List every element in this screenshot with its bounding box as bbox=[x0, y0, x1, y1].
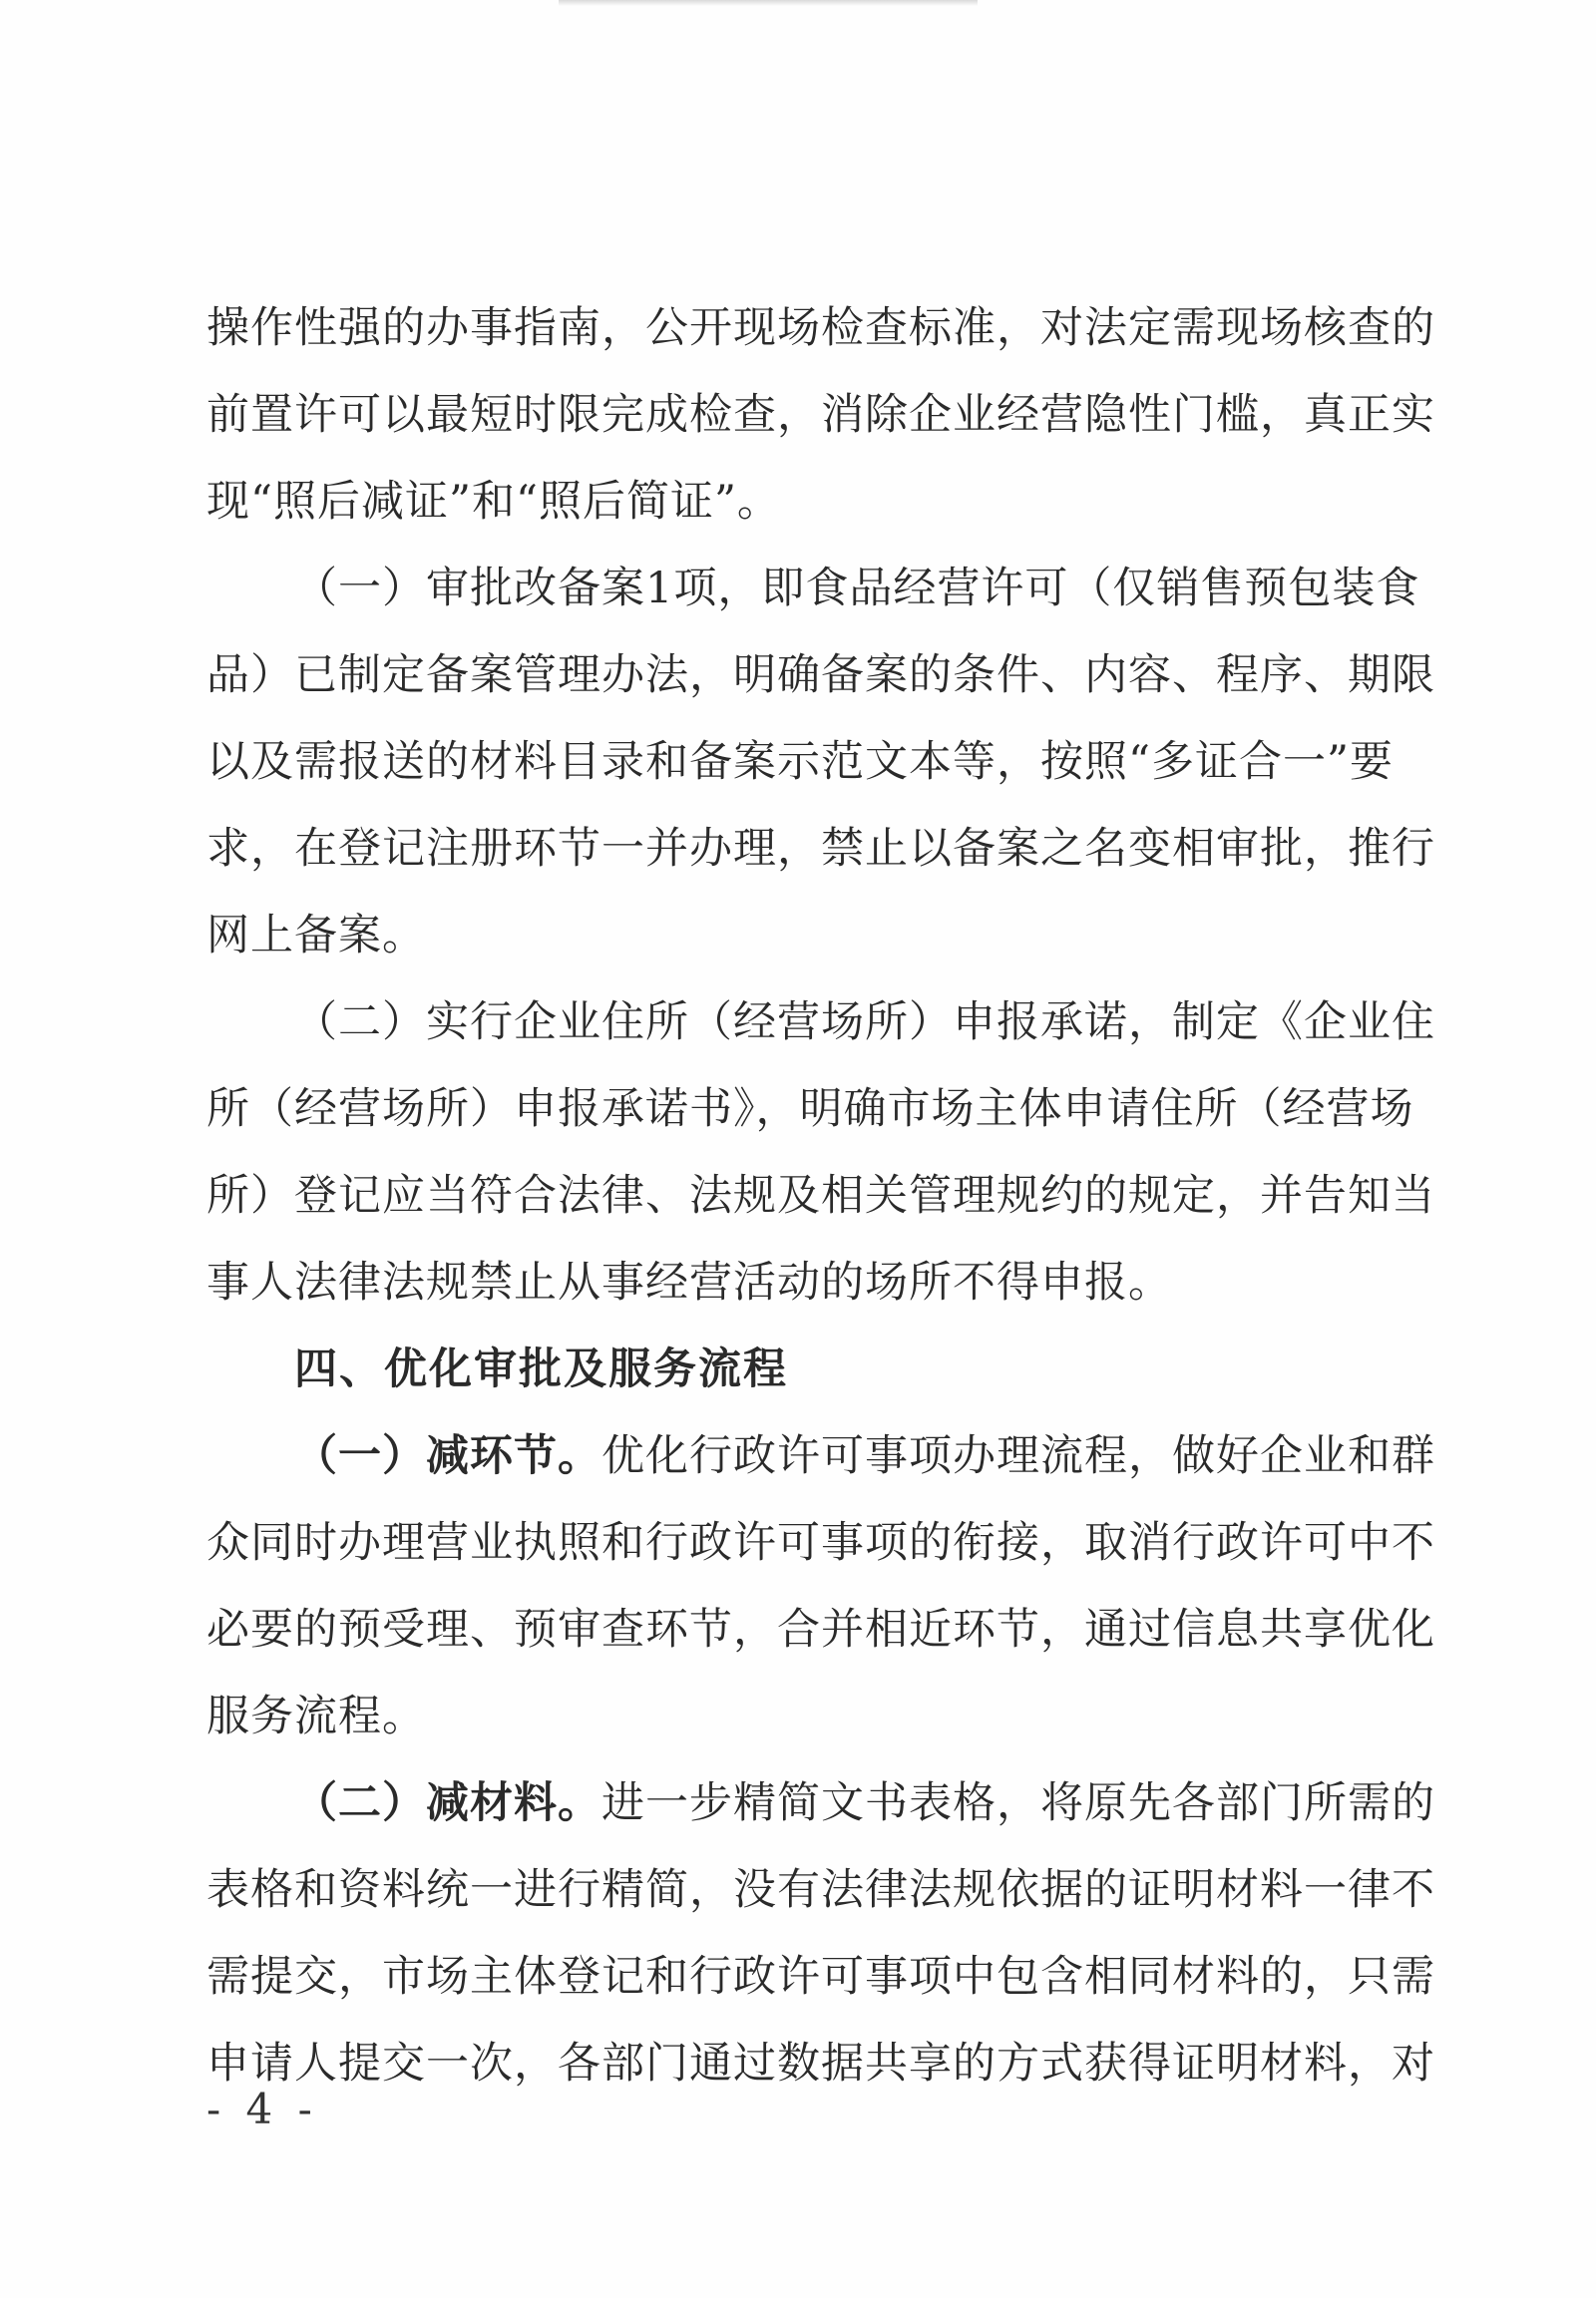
paragraph-line: 必要的预受理、预审查环节，合并相近环节，通过信息共享优化 bbox=[206, 1605, 1435, 1655]
document-body bbox=[206, 285, 1435, 2107]
paragraph-line: 品）已制定备案管理办法，明确备案的条件、内容、程序、期限 bbox=[206, 650, 1435, 700]
paragraph-line: 操作性强的办事指南，公开现场检查标准，对法定需现场核查的 bbox=[206, 303, 1435, 353]
paragraph-line: 求，在登记注册环节一并办理，禁止以备案之名变相审批，推行 bbox=[206, 824, 1435, 874]
paragraph-text: 进一步精简文书表格，将原先各部门所需的 bbox=[601, 1778, 1435, 1828]
paragraph-lead: （二）减材料。 bbox=[294, 1778, 601, 1828]
paragraph-line: 所）登记应当符合法律、法规及相关管理规约的规定，并告知当 bbox=[206, 1171, 1435, 1221]
paragraph-line: （二）实行企业住所（经营场所）申报承诺，制定《企业住 bbox=[294, 997, 1435, 1047]
paragraph-lead: （一）减环节。 bbox=[294, 1431, 601, 1481]
paragraph-line bbox=[206, 1413, 1435, 1500]
paragraph-line: 所（经营场所）申报承诺书》，明确市场主体申请住所（经营场 bbox=[206, 1084, 1414, 1134]
page-number: - 4 - bbox=[206, 2085, 318, 2133]
paragraph-line: 以及需报送的材料目录和备案示范文本等，按照“多证合一”要 bbox=[206, 737, 1394, 787]
paragraph-line bbox=[206, 1760, 1435, 1847]
paragraph-line: 众同时办理营业执照和行政许可事项的衔接，取消行政许可中不 bbox=[206, 1518, 1435, 1568]
paragraph-line: 需提交，市场主体登记和行政许可事项中包含相同材料的，只需 bbox=[206, 1952, 1435, 2002]
section-heading: 四、优化审批及服务流程 bbox=[294, 1344, 788, 1394]
paragraph-text: 优化行政许可事项办理流程，做好企业和群 bbox=[601, 1431, 1435, 1481]
paragraph-line: 申请人提交一次，各部门通过数据共享的方式获得证明材料，对 bbox=[206, 2039, 1435, 2089]
paragraph-line: 服务流程。 bbox=[206, 1692, 426, 1741]
paragraph-line: 网上备案。 bbox=[206, 911, 426, 960]
paragraph-line: 表格和资料统一进行精简，没有法律法规依据的证明材料一律不 bbox=[206, 1865, 1435, 1915]
paragraph-line: 前置许可以最短时限完成检查，消除企业经营隐性门槛，真正实 bbox=[206, 390, 1435, 440]
paragraph-line: 事人法律法规禁止从事经营活动的场所不得申报。 bbox=[206, 1258, 1172, 1308]
paragraph-line: （一）审批改备案1项，即食品经营许可（仅销售预包装食 bbox=[294, 564, 1420, 613]
paragraph-line: 现“照后减证”和“照后简证”。 bbox=[206, 477, 781, 527]
